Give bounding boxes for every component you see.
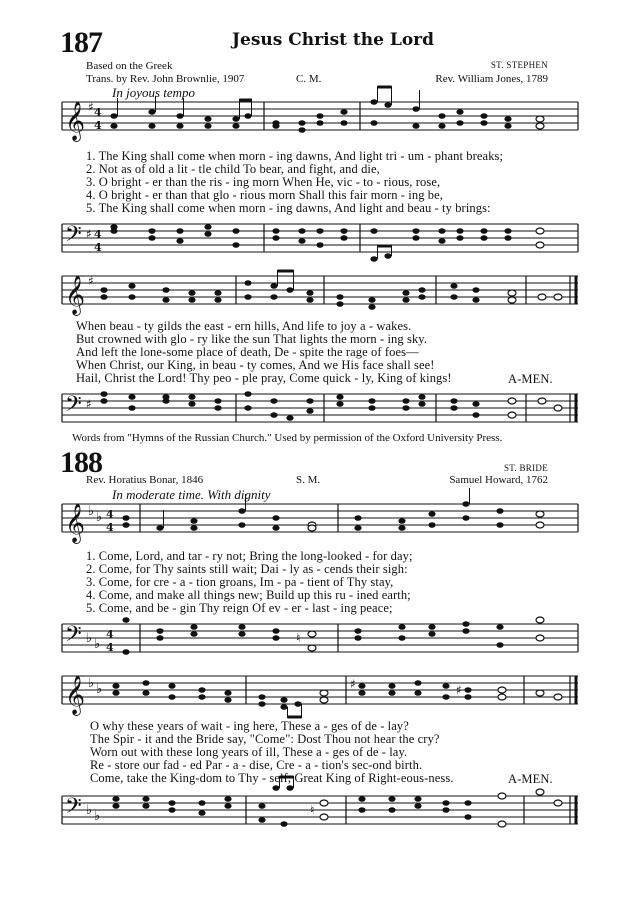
permission-credit: Words from "Hymns of the Russian Church." Used by permission of the Oxford University Press.	[72, 432, 503, 444]
svg-text:4: 4	[94, 241, 102, 254]
svg-text:4: 4	[106, 521, 114, 534]
verse-block	[76, 320, 452, 385]
composer-credit: Rev. William Jones, 1789	[435, 73, 548, 85]
svg-text:♭: ♭	[94, 809, 101, 824]
verse-line: 1. Come, Lord, and tar - ry not; Bring the long-looked - for day;	[86, 549, 413, 563]
verse-line: Hail, Christ the Lord! Thy peo - ple pray, Come quick - ly, King of kings!	[76, 371, 452, 385]
verse-line: 2. Come, for Thy saints still wait; Dai - ly as - cends their sigh:	[86, 562, 408, 576]
verse-line: 3. Come, for cre - a - tion groans, Im - pa - tient of Thy stay,	[86, 575, 394, 589]
verse-line: When Christ, our King, in beau - ty comes, And we His face shall see!	[76, 358, 435, 372]
svg-text:♭: ♭	[96, 510, 103, 525]
verse-line: Worn out with these long years of ill, These a - ges of de - lay.	[90, 745, 408, 759]
svg-text:♭: ♭	[86, 803, 93, 818]
treble-clef-icon: 𝄞	[65, 101, 86, 141]
flat-icon: ♭	[88, 504, 95, 519]
bass-clef-icon: 𝄢	[65, 222, 82, 252]
svg-text:4: 4	[94, 119, 102, 132]
svg-text:4: 4	[106, 628, 114, 641]
treble-clef-icon: 𝄞	[65, 503, 86, 543]
verse-line: Re - store our fad - ed Par - a - dise, Cre - a - tion's sec-ond birth.	[90, 758, 423, 772]
svg-text:♭: ♭	[94, 637, 101, 652]
verse-line: But crowned with glo - ry like the sun That lights the morn - ing sky.	[76, 332, 428, 346]
sharp-icon: ♯	[88, 100, 94, 114]
tempo-marking: In joyous tempo	[112, 85, 196, 100]
treble-clef-icon: 𝄞	[65, 275, 86, 315]
treble-staff	[62, 498, 582, 542]
svg-text:♮: ♮	[296, 631, 301, 645]
verse-line: O why these years of wait - ing here, These a - ges of de - lay?	[90, 719, 409, 733]
svg-text:4: 4	[106, 641, 114, 654]
hymn-title: Jesus Christ the Lord	[232, 30, 435, 50]
tempo-marking: In moderate time. With dignity	[112, 487, 271, 502]
bass-clef-icon: 𝄢	[65, 794, 82, 824]
source-line: Based on the Greek	[86, 60, 173, 72]
bass-clef-icon: 𝄢	[65, 622, 82, 652]
verse-line: Come, take the King-dom to Thy - self, Great King of Right-eous-ness.	[90, 771, 454, 785]
meter: C. M.	[296, 73, 322, 85]
treble-clef-icon: 𝄞	[65, 675, 86, 715]
verse-block	[86, 150, 503, 215]
svg-text:♯: ♯	[456, 683, 462, 697]
verse-line: 5. The King shall come when morn - ing dawns, And light and beau - ty brings:	[86, 201, 491, 215]
verse-line: When beau - ty gilds the east - ern hills, And life to joy a - wakes.	[76, 319, 412, 333]
amen-label: A-MEN.	[508, 372, 553, 386]
verse-line: The Spir - it and the Bride say, "Come": Dost Thou not hear the cry?	[90, 732, 440, 746]
bass-staff	[62, 790, 582, 838]
hymn-number: 187	[60, 26, 102, 59]
treble-staff	[62, 96, 582, 140]
author-credit: Rev. Horatius Bonar, 1846	[86, 474, 204, 486]
svg-text:♯: ♯	[86, 227, 92, 241]
verse-line: 4. Come, and make all things new; Build up this ru - ined earth;	[86, 588, 411, 602]
time-signature: 4	[106, 508, 114, 521]
treble-staff	[62, 270, 582, 314]
verse-line: 3. O bright - er than the ris - ing morn When He, vic - to - rious, rose,	[86, 175, 441, 189]
svg-text:♭: ♭	[86, 631, 93, 646]
svg-text:♯: ♯	[88, 274, 94, 288]
tune-name: ST. STEPHEN	[490, 60, 548, 70]
verse-block	[90, 720, 454, 785]
svg-text:♭: ♭	[96, 682, 103, 697]
tune-name: ST. BRIDE	[503, 463, 548, 473]
hymn-number: 188	[60, 446, 102, 479]
verse-line: 5. Come, and be - gin Thy reign Of ev - er - last - ing peace;	[86, 601, 393, 615]
verse-block	[86, 550, 413, 615]
composer-credit: Samuel Howard, 1762	[449, 474, 548, 486]
bass-clef-icon: 𝄢	[65, 392, 82, 422]
meter: S. M.	[296, 474, 321, 486]
verse-line: 2. Not as of old a lit - tle child To bear, and fight, and die,	[86, 162, 380, 176]
verse-line: 4. O bright - er than that glo - rious morn Shall this fair morn - ing be,	[86, 188, 443, 202]
bass-staff	[62, 388, 582, 432]
translator-credit: Trans. by Rev. John Brownlie, 1907	[86, 73, 245, 85]
bass-staff	[62, 618, 582, 662]
svg-text:♭: ♭	[88, 676, 95, 691]
verse-line: And left the lone-some place of death, De - spite the rage of foes—	[76, 345, 419, 359]
svg-text:♯: ♯	[86, 397, 92, 411]
time-signature: 4	[94, 106, 102, 119]
svg-text:4: 4	[94, 228, 102, 241]
svg-text:♮: ♮	[310, 803, 315, 817]
verse-line: 1. The King shall come when morn - ing dawns, And light tri - um - phant breaks;	[86, 149, 504, 163]
treble-staff	[62, 670, 582, 714]
bass-staff	[62, 218, 582, 262]
svg-text:♯: ♯	[350, 677, 356, 691]
amen-label: A-MEN.	[508, 772, 553, 786]
